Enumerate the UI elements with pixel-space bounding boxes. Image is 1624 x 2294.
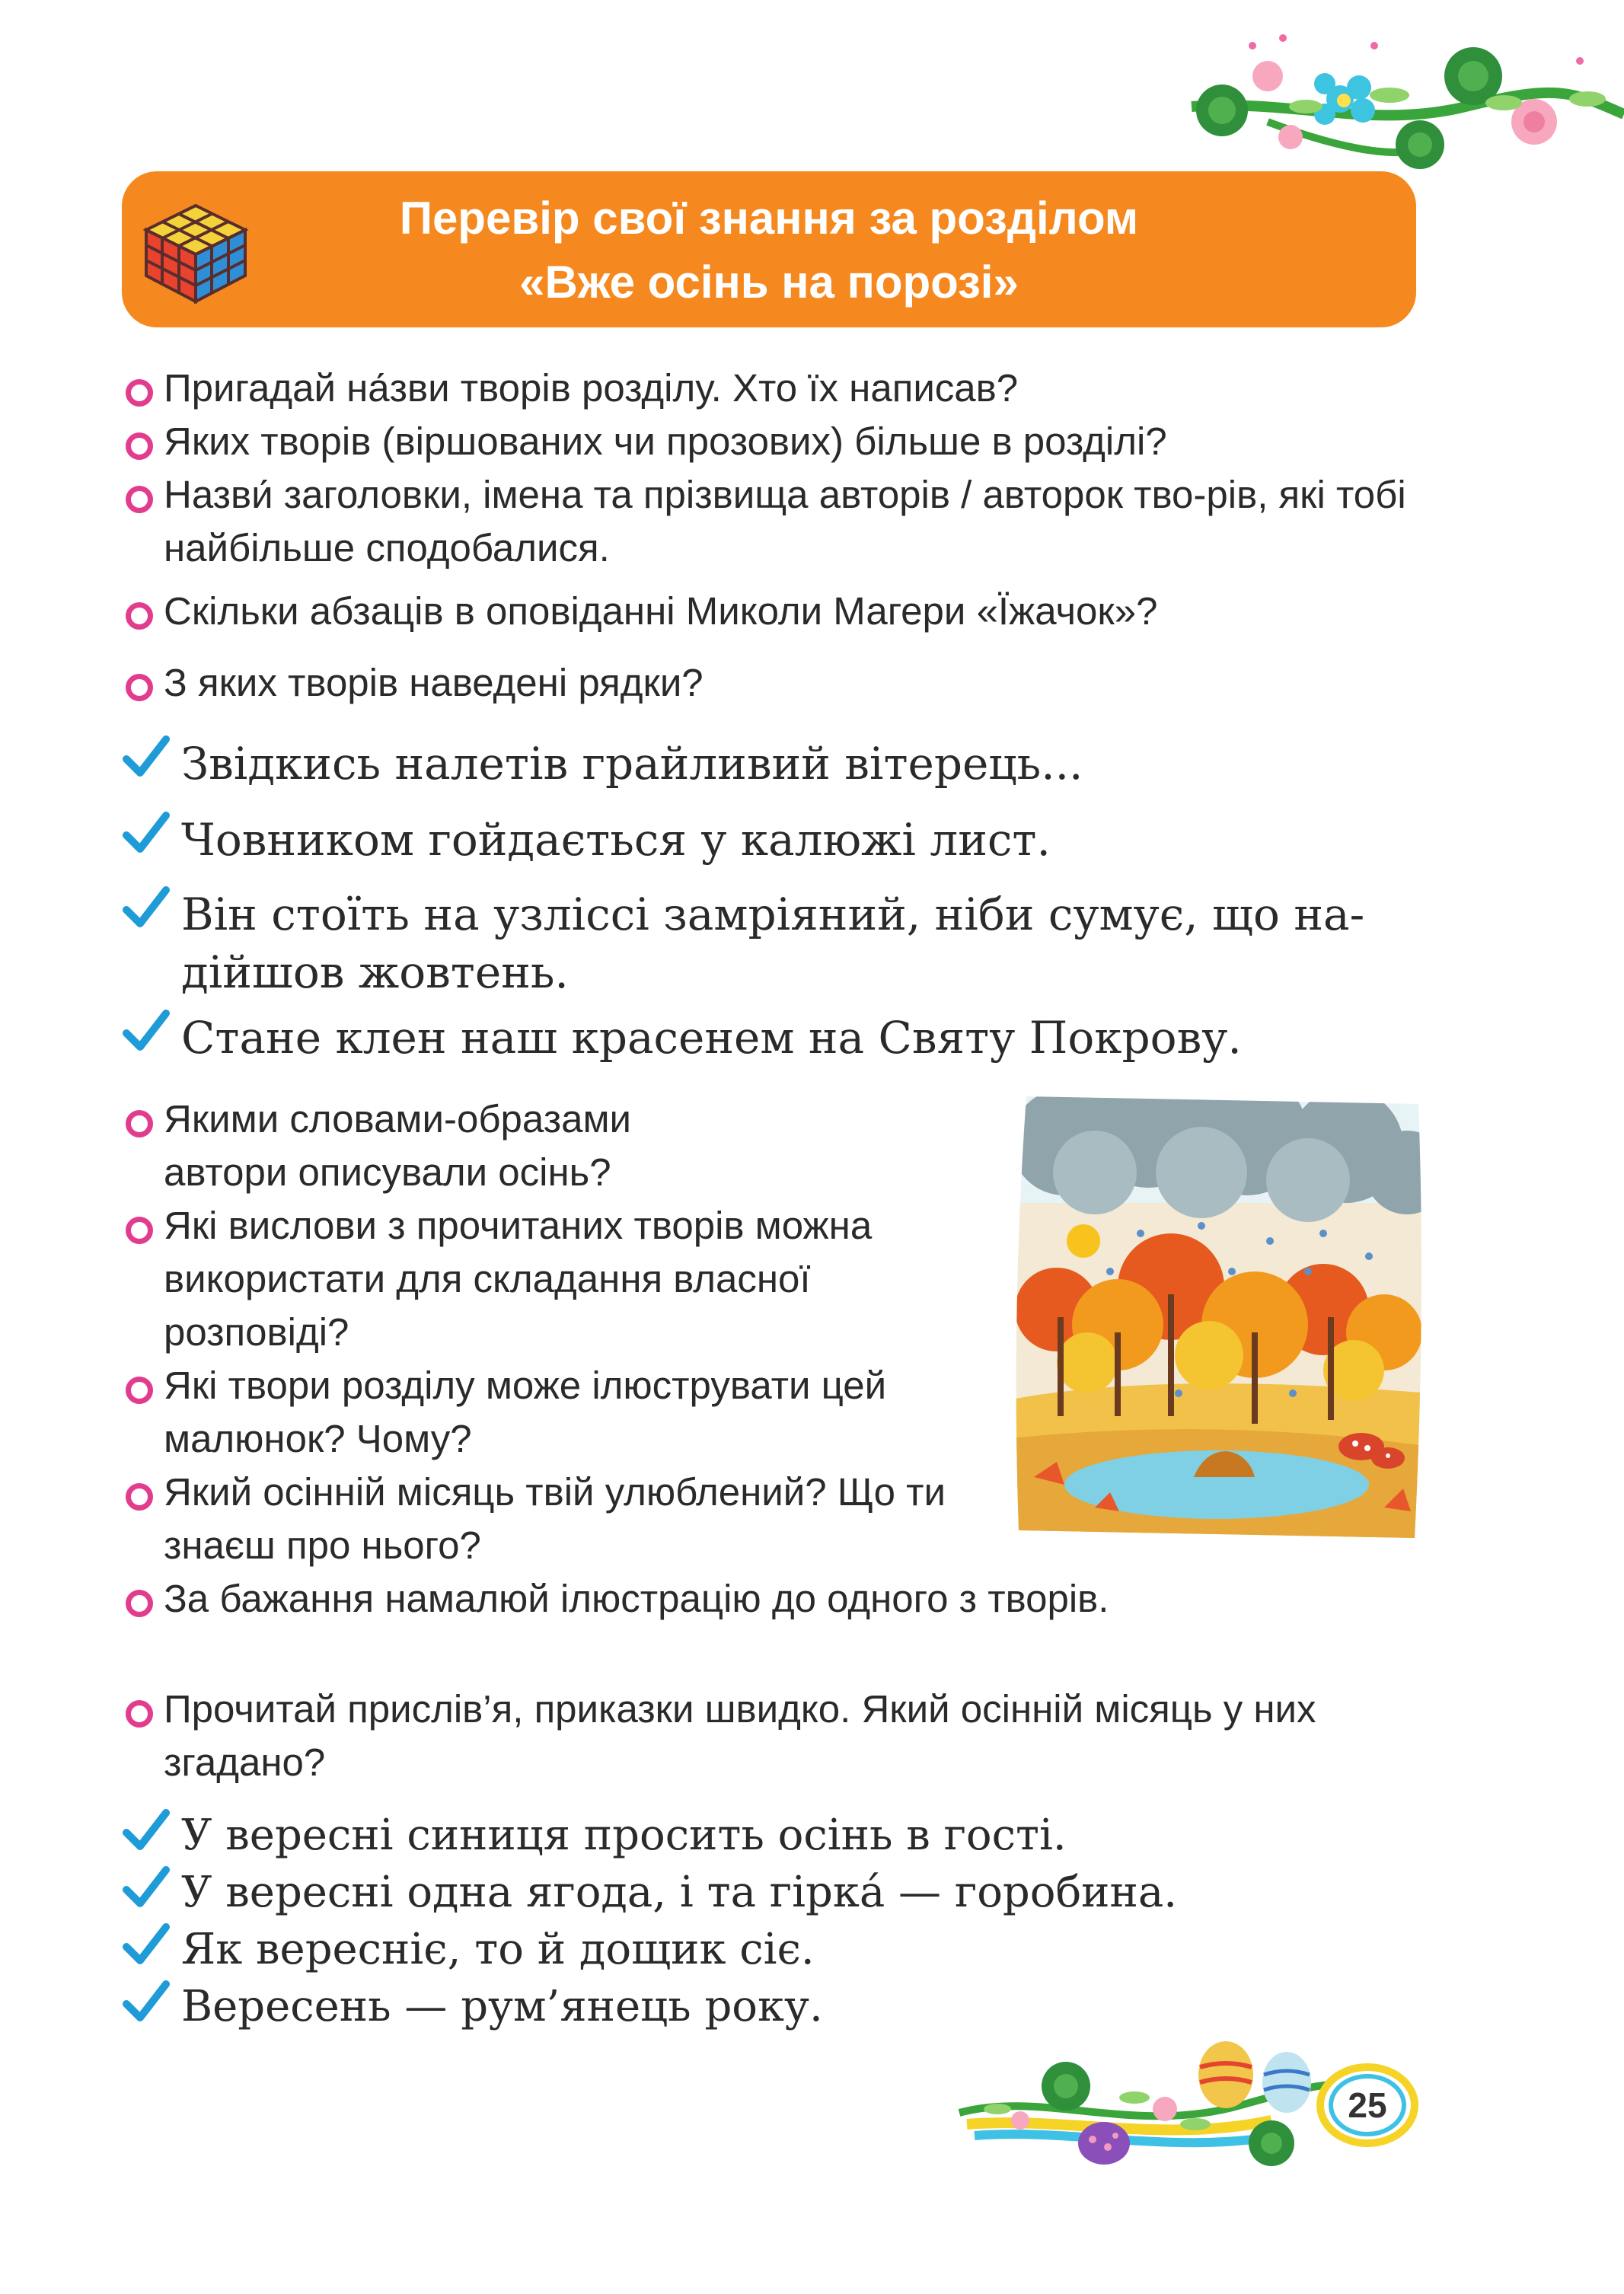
bullet-icon (126, 1217, 153, 1244)
quote-line: Він стоїть на узліссі замріяний, ніби сумує, що на-дійшов жовтень. (122, 885, 1431, 1001)
proverb-line: У вересні синиця просить осінь в гості. (122, 1808, 1431, 1863)
title-line-1: Перевір свої знання за розділом (399, 193, 1139, 244)
question-item: Назви́ заголовки, імена та прізвища авторів / авторок тво-рів, які тобі найбільше сподобалися. (126, 468, 1435, 575)
checkmark-icon (122, 733, 171, 782)
bullet-icon (126, 432, 153, 460)
question-item: Скільки абзаців в оповіданні Миколи Магери «Їжачок»? (126, 585, 1435, 638)
bullet-icon (126, 1483, 153, 1511)
quote-line: Звідкись налетів грайливий вітерець... (122, 735, 1431, 793)
question-item: Яких творів (віршованих чи прозових) більше в розділі? (126, 415, 1435, 468)
bullet-icon (126, 1700, 153, 1728)
bullet-icon (126, 1110, 153, 1137)
proverb-line: У вересні одна ягода, і та гірка́ — горобина. (122, 1865, 1431, 1920)
bullet-icon (126, 1377, 153, 1404)
proverb-line: Вересень — рум’янець року. (122, 1980, 1431, 2034)
rubiks-cube-icon (139, 199, 253, 306)
quote-line: Човником гойдається у калюжі лист. (122, 811, 1431, 869)
quote-line: Стане клен наш красенем на Святу Покрову. (122, 1009, 1431, 1067)
bullet-icon (126, 486, 153, 513)
question-item: Прочитай прислів’я, приказки швидко. Який осінній місяць у них згадано? (126, 1683, 1435, 1789)
checkmark-icon (122, 1921, 171, 1970)
checkmark-icon (122, 1007, 171, 1056)
bullet-icon (126, 602, 153, 630)
question-item: Якими словами-образами автори описували осінь? (126, 1093, 1001, 1199)
page-number: 25 (1348, 2085, 1387, 2125)
checkmark-icon (122, 1807, 171, 1855)
proverb-line: Як вереснiє, то й дощик сіє. (122, 1922, 1431, 1977)
title-line-2: «Вже осінь на порозі» (519, 257, 1019, 308)
bullet-icon (126, 1590, 153, 1617)
autumn-rain-illustration (1003, 1081, 1430, 1546)
bullet-icon (126, 379, 153, 407)
bullet-icon (126, 674, 153, 701)
question-item: Які твори розділу може ілюструвати цей малюнок? Чому? (126, 1359, 1001, 1466)
page-title (251, 187, 1287, 314)
checkmark-icon (122, 884, 171, 933)
question-item: Який осінній місяць твій улюблений? Що ти знаєш про нього? (126, 1466, 1001, 1572)
question-item: Пригадай на́зви творів розділу. Хто їх написав? (126, 362, 1435, 415)
flower-branch-decoration (1176, 15, 1624, 183)
checkmark-icon (122, 1864, 171, 1913)
question-item: З яких творів наведені рядки? (126, 656, 1435, 710)
checkmark-icon (122, 809, 171, 858)
question-item: Які вислови з прочитаних творів можна використати для складання власної розповіді? (126, 1199, 1001, 1359)
checkmark-icon (122, 1978, 171, 2027)
question-item: За бажання намалюй ілюстрацію до одного з творів. (126, 1572, 1435, 1626)
